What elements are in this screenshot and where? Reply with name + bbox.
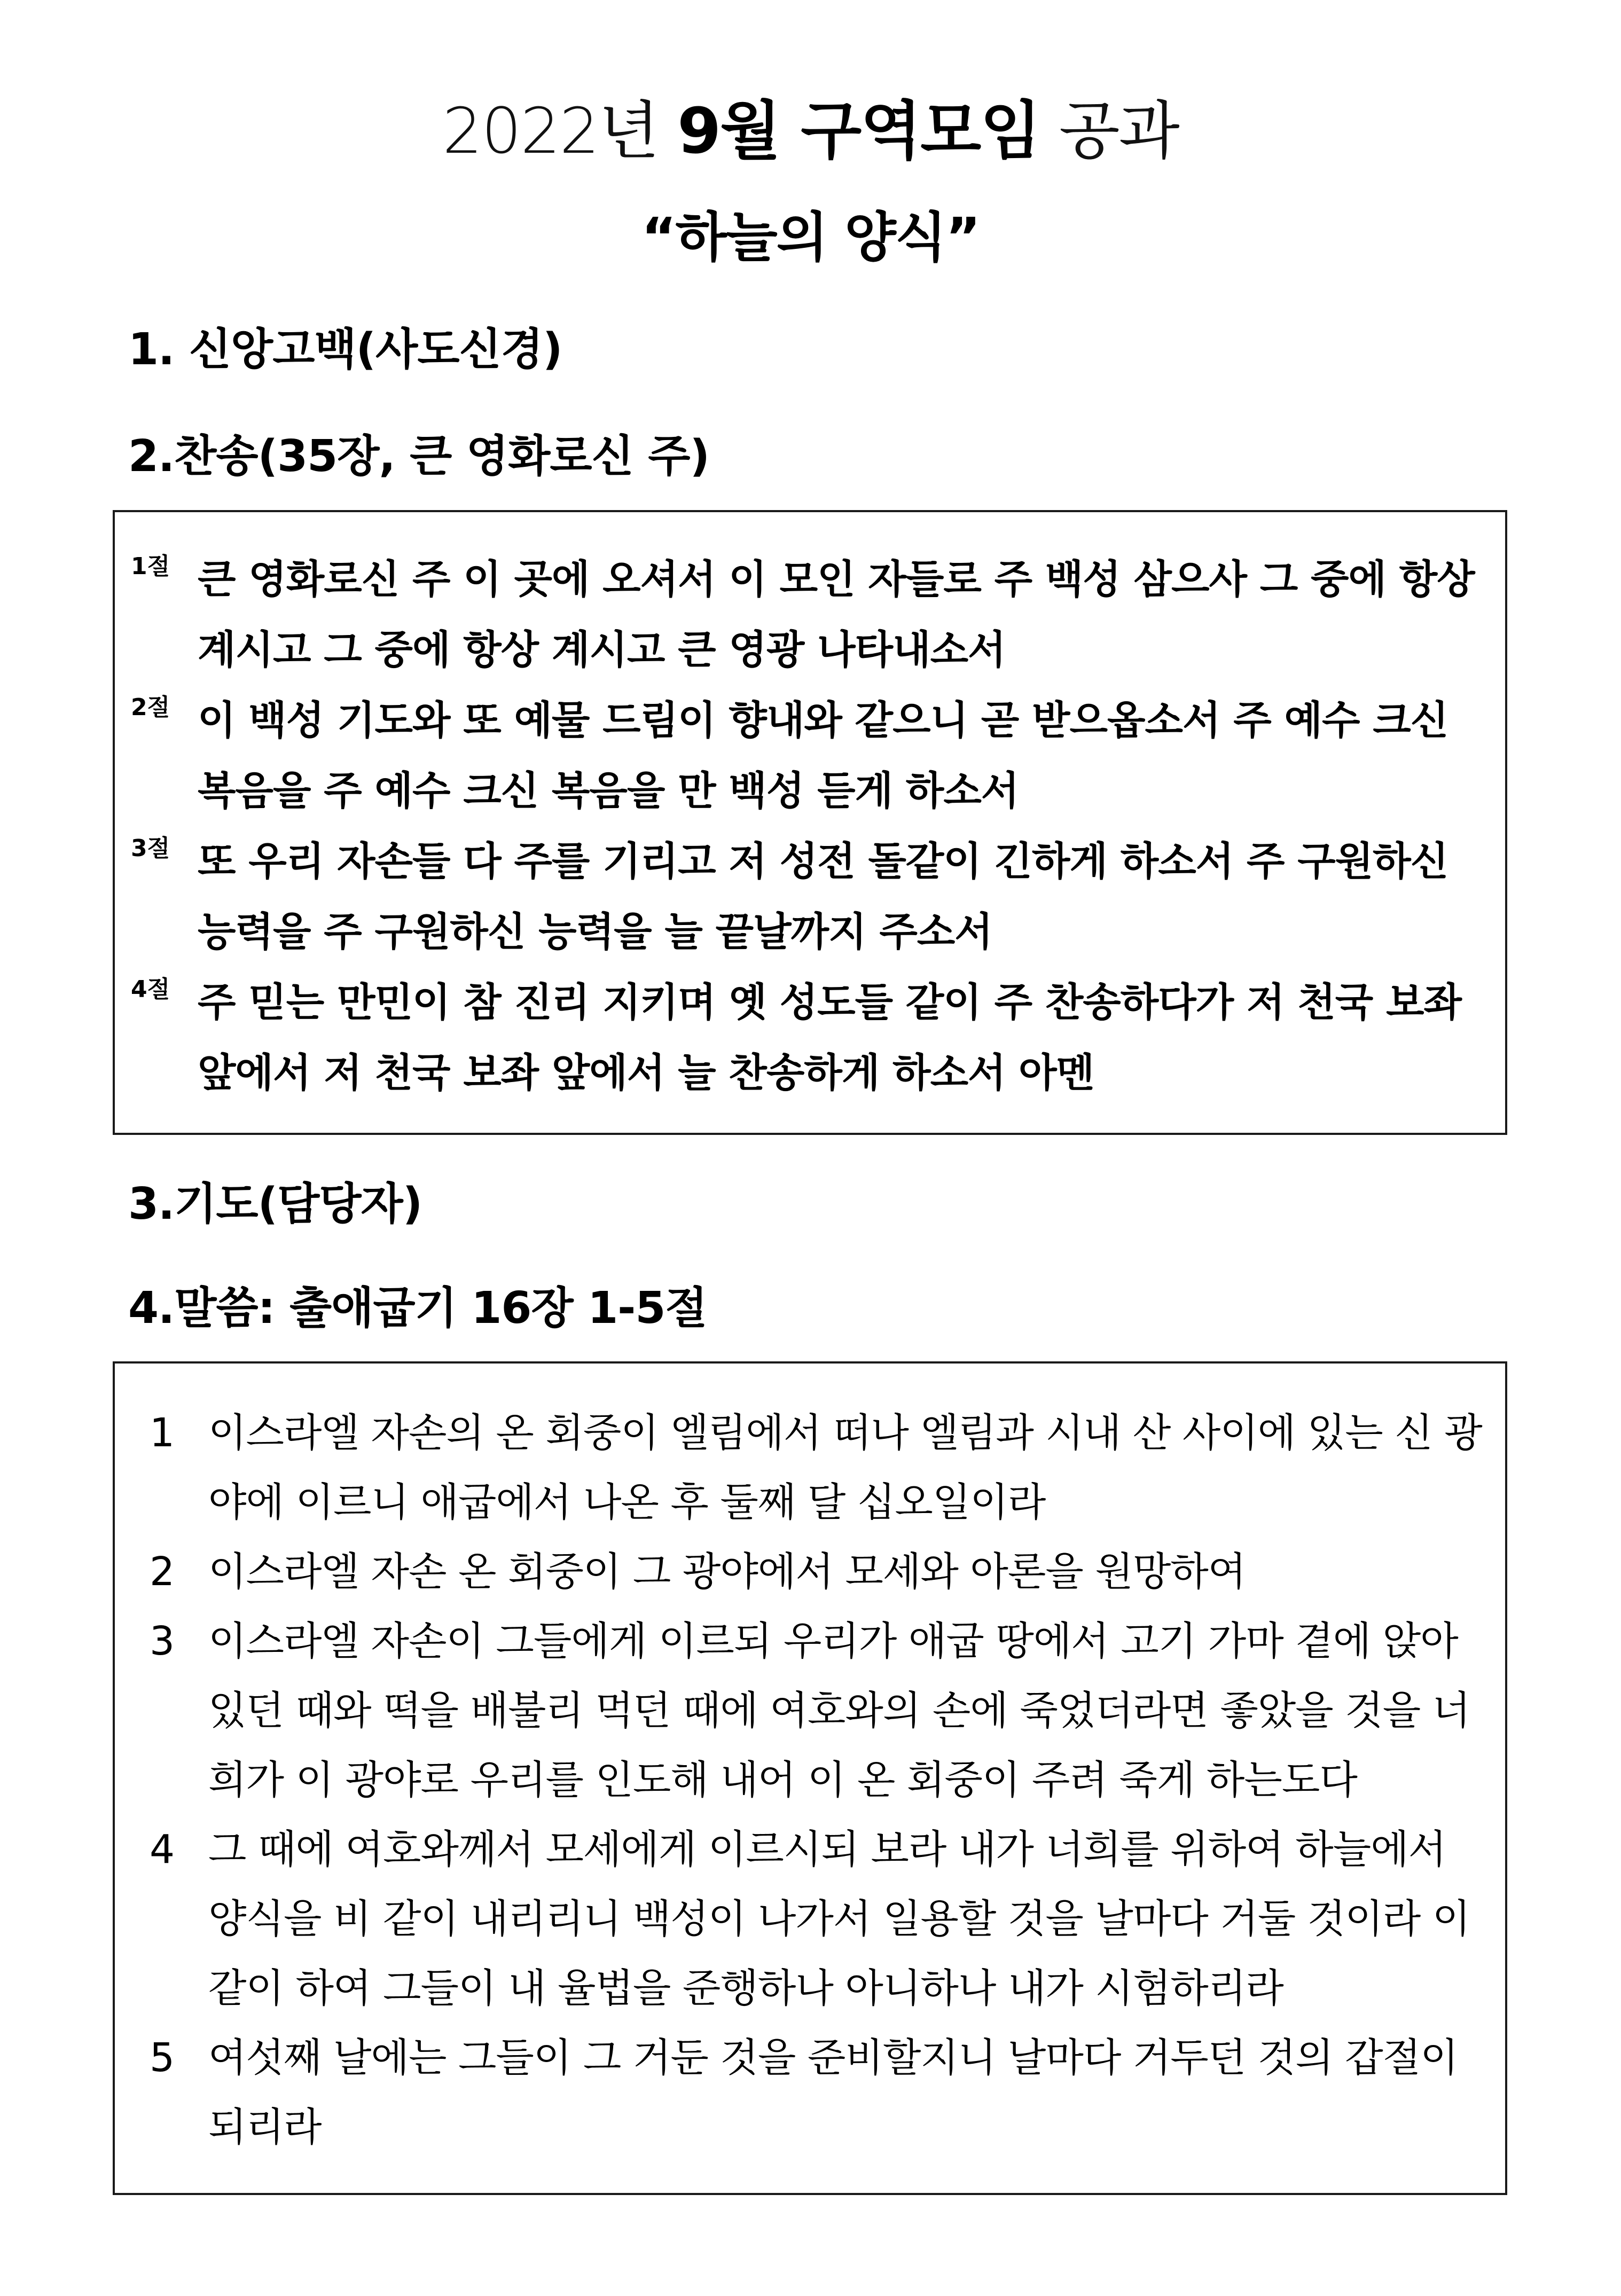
verse-text: 이스라엘 자손 온 회중이 그 광야에서 모세와 아론을 원망하여	[208, 1549, 1246, 1595]
section-heading-prayer	[128, 1175, 422, 1234]
title-suffix: 공과	[1059, 94, 1179, 168]
title-year: 2022년	[442, 94, 659, 168]
verse-text: 큰 영화로신 주 이 곳에 오셔서 이 모인 자들로 주 백성 삼으사 그 중에 항상 계시고 그 중에 항상 계시고 큰 영광 나타내소서	[198, 557, 1475, 673]
verse-label: 2절	[131, 694, 170, 721]
section-number: 2.	[128, 431, 175, 482]
section-heading-creed	[128, 320, 562, 379]
verse-text: 이 백성 기도와 또 예물 드림이 향내와 같으니 곧 받으옵소서 주 예수 크신 복음을 주 예수 크신 복음을 만 백성 듣게 하소서	[198, 698, 1448, 814]
section-number: 3.	[128, 1179, 175, 1229]
page-title	[0, 91, 1621, 171]
verse-text: 그 때에 여호와께서 모세에게 이르시되 보라 내가 너희를 위하여 하늘에서 양식을 비 같이 내리리니 백성이 나가서 일용할 것을 날마다 거둘 것이라 이같이 하여 그들이 내 율법을 준행하나 아니하나 내가 시험하리라	[208, 1827, 1470, 2011]
section-label: 기도(담당자)	[174, 1179, 422, 1229]
verse-text: 주 믿는 만민이 참 진리 지키며 옛 성도들 같이 주 찬송하다가 저 천국 보좌 앞에서 저 천국 보좌 앞에서 늘 찬송하게 하소서 아멘	[198, 979, 1461, 1096]
verse-label: 3절	[131, 835, 170, 862]
section-heading-scripture	[128, 1279, 707, 1338]
section-label: 찬송(35장, 큰 영화로신 주)	[174, 431, 709, 482]
title-month: 9월 구역모임	[677, 94, 1040, 168]
verse-label: 4절	[131, 976, 170, 1003]
hymn-lyrics-box	[113, 510, 1507, 1135]
scripture-box	[113, 1361, 1507, 2195]
section-label: 말씀: 출애굽기 16장 1-5절	[174, 1283, 707, 1334]
verse-text: 이스라엘 자손이 그들에게 이르되 우리가 애굽 땅에서 고기 가마 곁에 앉아 있던 때와 떡을 배불리 먹던 때에 여호와의 손에 죽었더라면 좋았을 것을 너희가 이 광야로 우리를 인도해 내어 이 온 회중이 주려 죽게 하는도다	[208, 1618, 1470, 1803]
lesson-subtitle: “하늘의 양식”	[641, 206, 980, 269]
section-number: 1.	[128, 324, 175, 375]
section-heading-hymn	[128, 427, 709, 486]
verse-number: 1	[150, 1410, 175, 1456]
verse-number: 5	[150, 2035, 175, 2081]
verse-number: 4	[150, 1827, 175, 1872]
verse-number: 2	[150, 1549, 175, 1595]
verse-label: 1절	[131, 553, 170, 580]
verse-text: 또 우리 자손들 다 주를 기리고 저 성전 돌같이 긴하게 하소서 주 구원하신 능력을 주 구원하신 능력을 늘 끝날까지 주소서	[198, 839, 1448, 955]
verse-number: 3	[150, 1618, 175, 1664]
verse-text: 여섯째 날에는 그들이 그 거둔 것을 준비할지니 날마다 거두던 것의 갑절이 되리라	[208, 2035, 1458, 2150]
section-label: 신앙고백(사도신경)	[189, 324, 562, 375]
section-number: 4.	[128, 1283, 175, 1334]
verse-text: 이스라엘 자손의 온 회중이 엘림에서 떠나 엘림과 시내 산 사이에 있는 신 광야에 이르니 애굽에서 나온 후 둘째 달 십오일이라	[208, 1410, 1482, 1525]
